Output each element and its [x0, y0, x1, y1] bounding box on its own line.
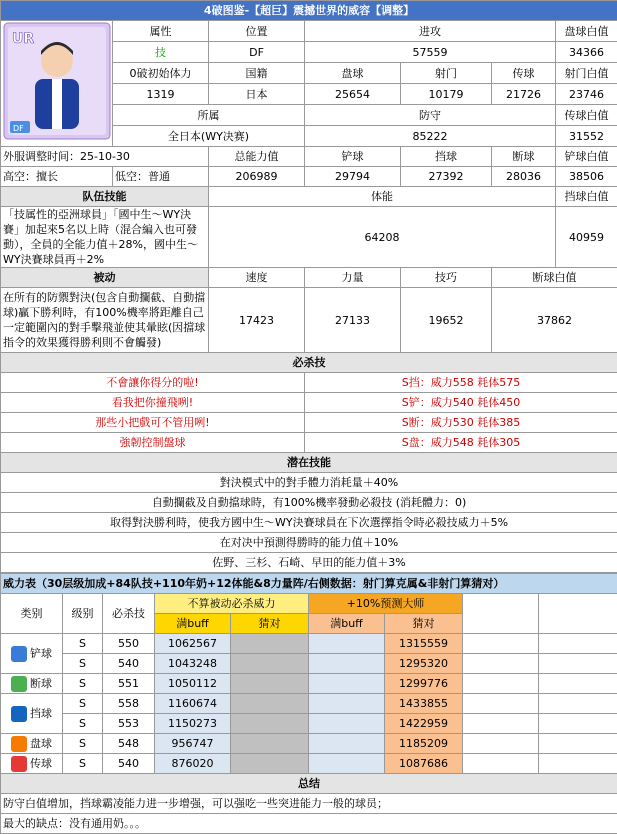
row-value-b: 1185209	[385, 734, 463, 754]
row-guess-a	[231, 674, 309, 694]
col-level: 级别	[63, 594, 103, 634]
row-power: 548	[103, 734, 155, 754]
special-desc: S断：威力530 耗体385	[305, 413, 617, 433]
row-level: S	[63, 694, 103, 714]
row-guess-a	[231, 714, 309, 734]
passive-label: 被动	[1, 268, 209, 288]
potential-item: 在对决中預測得勝時的能力值＋10%	[1, 533, 617, 553]
row-value-b: 1299776	[385, 674, 463, 694]
row-value-a: 1050112	[155, 674, 231, 694]
special-name: 那些小把戲可不管用咧!	[1, 413, 305, 433]
label-power: 力量	[305, 268, 401, 288]
sub-full-buff: 满buff	[155, 614, 231, 634]
row-value-b: 1422959	[385, 714, 463, 734]
row-full-b	[309, 714, 385, 734]
potential-item: 對決模式中的對手體力消耗量＋40%	[1, 473, 617, 493]
value-high-ball: 高空：擅长	[1, 167, 113, 187]
value-shoot: 10179	[401, 84, 492, 105]
empty-cell	[539, 754, 617, 774]
value-technique: 19652	[401, 288, 492, 353]
sub-full-buff: 满buff	[309, 614, 385, 634]
label-team: 所属	[113, 105, 305, 126]
label-attack: 进攻	[305, 21, 556, 42]
value-pass: 21726	[492, 84, 556, 105]
value-tackle: 29794	[305, 167, 401, 187]
row-power: 550	[103, 634, 155, 654]
summary-line: 防守白值增加，挡球霸凌能力进一步增强，可以强吃一些突进能力一般的球员；	[1, 794, 617, 814]
row-value-a: 1150273	[155, 714, 231, 734]
row-power: 558	[103, 694, 155, 714]
power-table-title: 威力表（30层级加成+84队技+110年奶+12体能&8力量阵/右侧数据：射门算克属&非射门算猜对）	[1, 574, 617, 594]
label-stamina: 体能	[209, 187, 556, 207]
group-b-header: +10%预测大师	[309, 594, 463, 614]
potential-item: 佐野、三杉、石崎、早田的能力值＋3%	[1, 553, 617, 573]
empty-col	[463, 594, 539, 634]
row-level: S	[63, 674, 103, 694]
row-power: 540	[103, 654, 155, 674]
passive-text: 在所有的防禦對決(包含自動攔截、自動擋球)贏下勝利時，有100%機率將距離自己一定範圍內的對手擊飛並使其暈眩(因擋球指令的效果獲得勝利則不會觸發)	[1, 288, 209, 353]
special-name: 不會讓你得分的啦!	[1, 373, 305, 393]
value-team: 全日本(WY决赛)	[113, 126, 305, 147]
col-category: 类别	[1, 594, 63, 634]
value-nationality: 日本	[209, 84, 305, 105]
row-guess-a	[231, 694, 309, 714]
summary-label: 总结	[1, 774, 617, 794]
specials-label: 必杀技	[1, 353, 617, 373]
empty-cell	[463, 714, 539, 734]
row-power: 551	[103, 674, 155, 694]
special-name: 看我把你撞飛咧!	[1, 393, 305, 413]
row-full-b	[309, 674, 385, 694]
empty-cell	[539, 634, 617, 654]
sub-guess: 猜对	[385, 614, 463, 634]
potential-label: 潜在技能	[1, 453, 617, 473]
team-skill-text: 「技属性的亞洲球員」「國中生～WY決賽」加起來5名以上時（混合編入也可發動），全員的全能力值＋28%，國中生～WY決賽球員再＋2%	[1, 207, 209, 268]
rarity-badge: UR	[12, 31, 34, 47]
label-pass-white: 传球白值	[556, 105, 617, 126]
player-card-icon	[2, 21, 112, 141]
category-label: 断球	[30, 677, 52, 690]
value-block-white: 40959	[556, 207, 617, 268]
row-value-a: 1062567	[155, 634, 231, 654]
power-table	[0, 573, 617, 834]
group-a-header: 不算被动必杀威力	[155, 594, 309, 614]
label-technique: 技巧	[401, 268, 492, 288]
empty-cell	[539, 694, 617, 714]
potential-item: 取得對決勝利時，使我方國中生～WY決賽球員在下次選擇指令時必殺技威力＋5%	[1, 513, 617, 533]
value-total-ability: 206989	[209, 167, 305, 187]
label-dribble: 盘球	[305, 63, 401, 84]
row-guess-a	[231, 754, 309, 774]
label-defense: 防守	[305, 105, 556, 126]
category-cell	[1, 634, 63, 674]
position-tag: DF	[13, 124, 24, 133]
row-full-b	[309, 694, 385, 714]
row-full-b	[309, 634, 385, 654]
label-pass: 传球	[492, 63, 556, 84]
empty-col	[539, 594, 617, 634]
special-desc: S盘：威力548 耗体305	[305, 433, 617, 453]
category-label: 挡球	[30, 707, 52, 720]
value-dribble-white: 34366	[556, 42, 617, 63]
row-value-b: 1315559	[385, 634, 463, 654]
category-label: 传球	[30, 757, 52, 770]
player-portrait	[1, 21, 113, 147]
label-total-ability: 总能力值	[209, 147, 305, 167]
row-full-b	[309, 754, 385, 774]
dribble-icon	[11, 736, 27, 752]
category-cell	[1, 754, 63, 774]
row-power: 553	[103, 714, 155, 734]
empty-cell	[539, 714, 617, 734]
row-full-b	[309, 734, 385, 754]
row-value-a: 876020	[155, 754, 231, 774]
row-full-b	[309, 654, 385, 674]
row-value-b: 1087686	[385, 754, 463, 774]
page-title: 4破图鉴-【超巨】震撼世界的威容【调整】	[1, 1, 617, 21]
label-dribble-white: 盘球白值	[556, 21, 617, 42]
value-low-ball: 低空：普通	[113, 167, 209, 187]
label-block: 挡球	[401, 147, 492, 167]
value-intercept: 28036	[492, 167, 556, 187]
empty-cell	[539, 674, 617, 694]
label-shoot-white: 射门白值	[556, 63, 617, 84]
label-block-white: 挡球白值	[556, 187, 617, 207]
row-value-b: 1295320	[385, 654, 463, 674]
empty-cell	[463, 654, 539, 674]
empty-cell	[463, 634, 539, 654]
label-position: 位置	[209, 21, 305, 42]
row-level: S	[63, 714, 103, 734]
row-value-b: 1433855	[385, 694, 463, 714]
value-block: 27392	[401, 167, 492, 187]
row-guess-a	[231, 734, 309, 754]
row-level: S	[63, 634, 103, 654]
col-power: 必杀技	[103, 594, 155, 634]
label-tackle: 铲球	[305, 147, 401, 167]
tackle-icon	[11, 646, 27, 662]
label-update-date: 外服调整时间：25-10-30	[1, 147, 209, 167]
special-desc: S铲：威力540 耗体450	[305, 393, 617, 413]
row-level: S	[63, 754, 103, 774]
label-attribute: 属性	[113, 21, 209, 42]
special-desc: S挡：威力558 耗体575	[305, 373, 617, 393]
value-position: DF	[209, 42, 305, 63]
label-shoot: 射门	[401, 63, 492, 84]
team-skill-label: 队伍技能	[1, 187, 209, 207]
empty-cell	[539, 654, 617, 674]
row-value-a: 1160674	[155, 694, 231, 714]
value-power: 27133	[305, 288, 401, 353]
value-attack: 57559	[305, 42, 556, 63]
empty-cell	[463, 754, 539, 774]
category-label: 铲球	[30, 647, 52, 660]
value-speed: 17423	[209, 288, 305, 353]
summary-line: 最大的缺点：没有通用奶。。。	[1, 814, 617, 834]
value-dribble: 25654	[305, 84, 401, 105]
label-initial-stamina: 0破初始体力	[113, 63, 209, 84]
row-guess-a	[231, 654, 309, 674]
row-value-a: 956747	[155, 734, 231, 754]
row-power: 540	[103, 754, 155, 774]
value-intercept-white: 37862	[492, 288, 617, 353]
row-value-a: 1043248	[155, 654, 231, 674]
pass-icon	[11, 756, 27, 772]
row-guess-a	[231, 634, 309, 654]
value-defense: 85222	[305, 126, 556, 147]
value-initial-stamina: 1319	[113, 84, 209, 105]
empty-cell	[463, 734, 539, 754]
label-intercept-white: 断球白值	[492, 268, 617, 288]
sub-guess: 猜对	[231, 614, 309, 634]
label-nationality: 国籍	[209, 63, 305, 84]
value-attribute: 技	[113, 42, 209, 63]
label-tackle-white: 铲球白值	[556, 147, 617, 167]
label-speed: 速度	[209, 268, 305, 288]
category-label: 盘球	[30, 737, 52, 750]
value-pass-white: 31552	[556, 126, 617, 147]
special-name: 強韌控制盤球	[1, 433, 305, 453]
intercept-icon	[11, 676, 27, 692]
label-intercept: 断球	[492, 147, 556, 167]
category-cell	[1, 694, 63, 734]
value-shoot-white: 23746	[556, 84, 617, 105]
row-level: S	[63, 654, 103, 674]
empty-cell	[463, 694, 539, 714]
empty-cell	[463, 674, 539, 694]
row-level: S	[63, 734, 103, 754]
value-stamina: 64208	[209, 207, 556, 268]
category-cell	[1, 674, 63, 694]
empty-cell	[539, 734, 617, 754]
category-cell	[1, 734, 63, 754]
block-icon	[11, 706, 27, 722]
value-tackle-white: 38506	[556, 167, 617, 187]
potential-item: 自動攔截及自動擋球時，有100%機率發動必殺技 (消耗體力：0)	[1, 493, 617, 513]
